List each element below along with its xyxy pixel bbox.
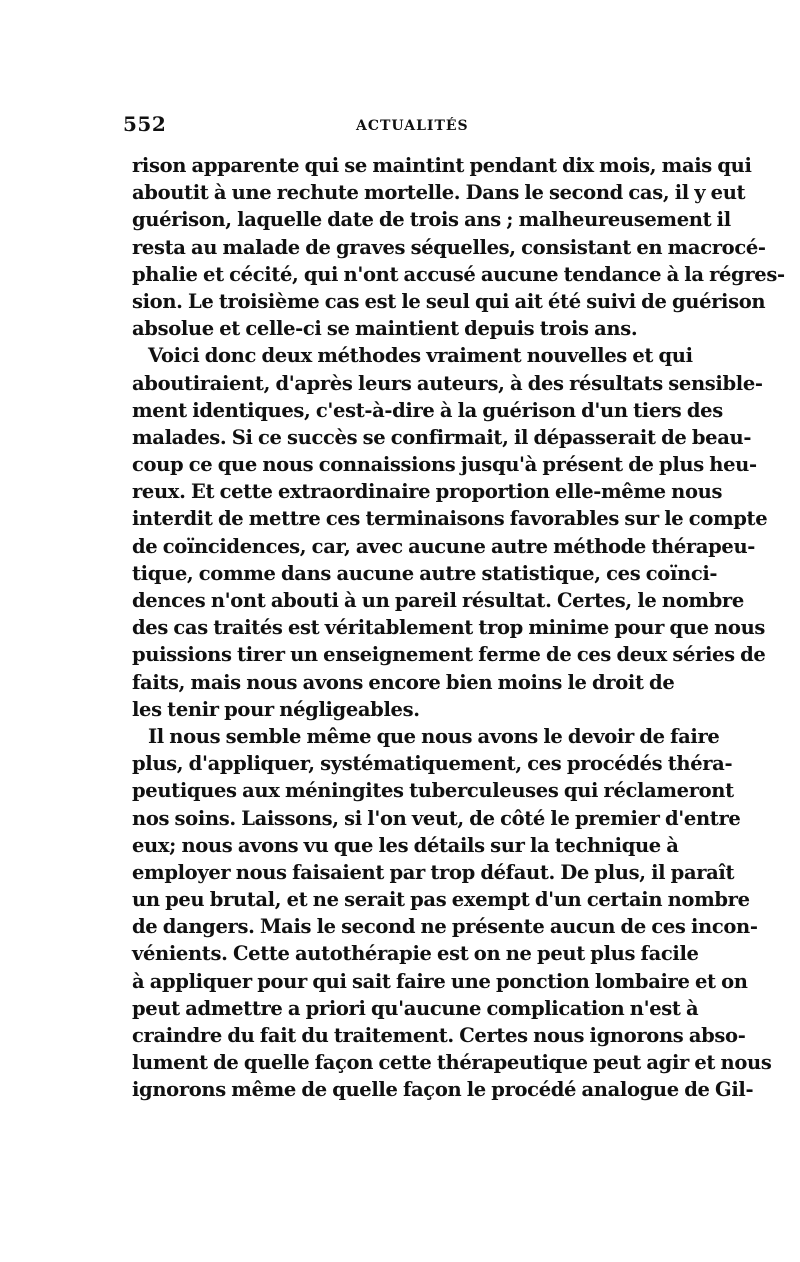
text-line: aboutiraient, d'après leurs auteurs, à des résultats sensible-: [132, 371, 763, 395]
running-head: ACTUALITÉS: [356, 118, 469, 134]
page-number: 552: [123, 112, 167, 136]
text-line: peutiques aux méningites tuberculeuses qui réclameront: [132, 779, 734, 803]
text-line: les tenir pour négligeables.: [132, 697, 420, 721]
text-line: interdit de mettre ces terminaisons favorables sur le compte: [132, 507, 768, 531]
text-line: vénients. Cette autothérapie est on ne peut plus facile: [132, 942, 699, 966]
text-line: sion. Le troisième cas est le seul qui ait été suivi de guérison: [132, 289, 766, 313]
text-line: dences n'ont abouti à un pareil résultat. Certes, le nombre: [132, 589, 744, 612]
text-line: rison apparente qui se maintint pendant dix mois, mais qui: [132, 154, 752, 177]
text-line: resta au malade de graves séquelles, consistant en macrocé-: [132, 235, 766, 259]
page-header: [123, 112, 675, 140]
text-line: Voici donc deux méthodes vraiment nouvelles et qui: [148, 344, 693, 368]
text-line: un peu brutal, et ne serait pas exempt d'un certain nombre: [132, 888, 750, 912]
text-line: craindre du fait du traitement. Certes nous ignorons abso-: [132, 1024, 746, 1047]
text-line: reux. Et cette extraordinaire proportion elle-même nous: [132, 480, 723, 504]
text-line: faits, mais nous avons encore bien moins le droit de: [132, 670, 675, 694]
text-line: ment identiques, c'est-à-dire à la guérison d'un tiers des: [132, 398, 723, 422]
text-line: nos soins. Laissons, si l'on veut, de côté le premier d'entre: [132, 806, 741, 830]
text-line: phalie et cécité, qui n'ont accusé aucune tendance à la régres-: [132, 262, 785, 286]
text-line: coup ce que nous connaissions jusqu'à présent de plus heu-: [132, 453, 757, 477]
text-line: peut admettre a priori qu'aucune complication n'est à: [132, 996, 699, 1020]
text-line: employer nous faisaient par trop défaut. De plus, il paraît: [132, 860, 735, 884]
text-line: aboutit à une rechute mortelle. Dans le second cas, il y eut: [132, 181, 746, 205]
text-line: ignorons même de quelle façon le procédé analogue de Gil-: [132, 1078, 754, 1102]
text-line: plus, d'appliquer, systématiquement, ces procédés théra-: [132, 752, 733, 776]
text-line: des cas traités est véritablement trop minime pour que nous: [132, 616, 766, 640]
text-line: guérison, laquelle date de trois ans ; malheureusement il: [132, 208, 731, 232]
text-line: absolue et celle-ci se maintient depuis trois ans.: [132, 317, 638, 341]
body-text: [132, 152, 785, 1104]
text-line: lument de quelle façon cette thérapeutique peut agir et nous: [132, 1051, 772, 1075]
text-line: à appliquer pour qui sait faire une ponction lombaire et on: [132, 969, 748, 993]
text-line: de dangers. Mais le second ne présente aucun de ces incon-: [132, 915, 758, 939]
text-line: puissions tirer un enseignement ferme de ces deux séries de: [132, 643, 766, 667]
text-line: eux; nous avons vu que les détails sur la technique à: [132, 833, 679, 857]
text-line: malades. Si ce succès se confirmait, il dépasserait de beau-: [132, 425, 752, 449]
text-line: Il nous semble même que nous avons le devoir de faire: [148, 724, 720, 748]
text-line: tique, comme dans aucune autre statistique, ces coïnci-: [132, 561, 718, 585]
text-line: de coïncidences, car, avec aucune autre méthode thérapeu-: [132, 534, 756, 558]
